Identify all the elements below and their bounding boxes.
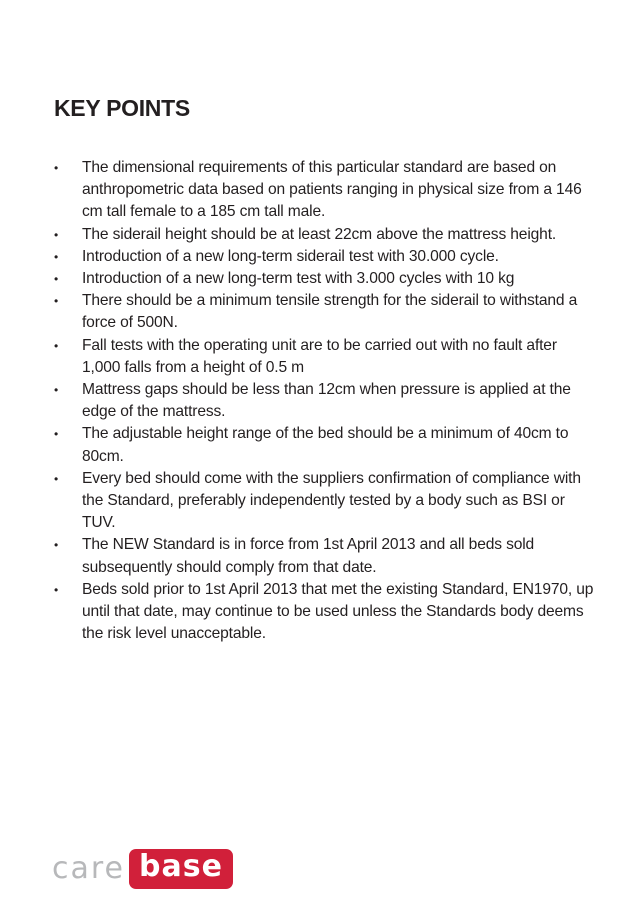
- key-points-list: [54, 157, 594, 645]
- key-point-text: Mattress gaps should be less than 12cm when pressure is applied at the edge of the mattress.: [82, 381, 571, 421]
- bullet-icon: •: [54, 338, 59, 353]
- page-title: KEY POINTS: [54, 95, 190, 121]
- key-point-text: The siderail height should be at least 22cm above the mattress height.: [82, 225, 557, 243]
- list-item: [54, 579, 594, 646]
- logo-care-text: care: [52, 851, 126, 886]
- carebase-logo: [52, 846, 233, 892]
- list-item: [54, 379, 594, 423]
- logo-base-text: base: [139, 849, 223, 884]
- list-item: [54, 268, 594, 290]
- bullet-icon: •: [54, 294, 59, 309]
- key-point-text: Beds sold prior to 1st April 2013 that met the existing Standard, EN1970, up until that date, may continue to be used unless the Standards body deems the risk level unacceptable.: [82, 580, 594, 643]
- key-point-text: Introduction of a new long-term test with 3.000 cycles with 10 kg: [82, 270, 515, 288]
- list-item: [54, 157, 594, 224]
- key-point-text: The dimensional requirements of this particular standard are based on anthropometric data based on patients ranging in physical size from a 146 cm tall female to a 185 cm tall male.: [82, 159, 582, 221]
- list-item: [54, 246, 594, 268]
- bullet-icon: •: [54, 227, 59, 242]
- key-point-text: Introduction of a new long-term siderail test with 30.000 cycle.: [82, 247, 499, 265]
- bullet-icon: •: [54, 471, 59, 486]
- bullet-icon: •: [54, 161, 59, 175]
- bullet-icon: •: [54, 582, 59, 597]
- bullet-icon: •: [54, 427, 59, 442]
- key-point-text: The NEW Standard is in force from 1st April 2013 and all beds sold subsequently should comply from that date.: [82, 536, 535, 576]
- list-item: [54, 468, 594, 535]
- key-point-text: Fall tests with the operating unit are to be carried out with no fault after 1,000 falls from a height of 0.5 m: [82, 336, 557, 376]
- bullet-icon: •: [54, 538, 59, 553]
- bullet-icon: •: [54, 272, 59, 287]
- logo-base-badge: [129, 849, 233, 889]
- key-point-text: The adjustable height range of the bed should be a minimum of 40cm to 80cm.: [82, 425, 569, 465]
- list-item: [54, 335, 594, 379]
- list-item: [54, 534, 594, 578]
- bullet-icon: •: [54, 249, 59, 264]
- key-point-text: There should be a minimum tensile strength for the siderail to withstand a force of 500N.: [82, 292, 578, 332]
- list-item: [54, 224, 594, 246]
- key-point-text: Every bed should come with the suppliers confirmation of compliance with the Standard, preferably independently tested by a body such as BSI or TUV.: [82, 469, 581, 532]
- list-item: [54, 290, 594, 334]
- bullet-icon: •: [54, 383, 59, 398]
- list-item: [54, 423, 594, 467]
